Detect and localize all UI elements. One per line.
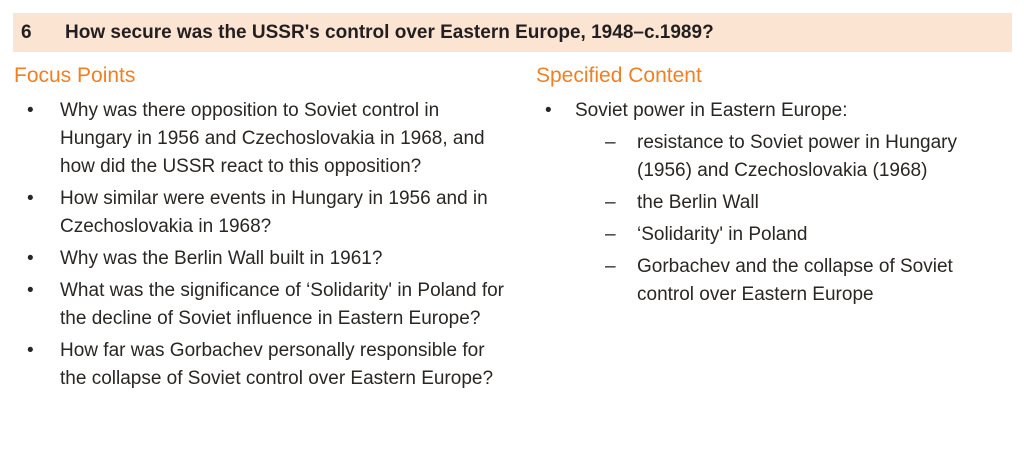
specified-content-column xyxy=(535,52,1012,397)
specified-sub-item-text: resistance to Soviet power in Hungary (1956) and Czechoslovakia (1968) xyxy=(637,132,957,181)
focus-list-item xyxy=(13,97,505,181)
bullet-icon: • xyxy=(27,100,34,121)
specified-sub-item xyxy=(535,129,1009,185)
focus-item-text: How far was Gorbachev personally responsible for the collapse of Soviet control over Eastern Europe? xyxy=(60,340,494,389)
topic-header-bar xyxy=(13,13,1012,52)
bullet-icon: • xyxy=(27,280,34,301)
dash-icon: – xyxy=(605,256,616,277)
focus-list-item xyxy=(13,277,505,333)
dash-icon: – xyxy=(605,192,616,213)
focus-list-item xyxy=(13,337,505,393)
dash-icon: – xyxy=(605,132,616,153)
dash-icon: – xyxy=(605,224,616,245)
focus-item-text: How similar were events in Hungary in 1956 and in Czechoslovakia in 1968? xyxy=(60,188,488,237)
bullet-icon: • xyxy=(545,100,552,121)
specified-sub-item-text: Gorbachev and the collapse of Soviet control over Eastern Europe xyxy=(637,256,953,305)
topic-title: How secure was the USSR's control over Eastern Europe, 1948–c.1989? xyxy=(65,21,714,43)
specified-sub-item xyxy=(535,221,1009,249)
topic-number: 6 xyxy=(21,21,32,43)
focus-list-item xyxy=(13,185,505,241)
specified-content-heading: Specified Content xyxy=(536,64,702,87)
focus-points-heading: Focus Points xyxy=(14,64,136,87)
specified-item-text: Soviet power in Eastern Europe: xyxy=(575,100,848,121)
content-columns xyxy=(13,52,1012,397)
specified-sub-item xyxy=(535,253,1009,309)
specified-sub-item xyxy=(535,189,1009,217)
focus-item-text: Why was there opposition to Soviet control in Hungary in 1956 and Czechoslovakia in 1968, and how did the USSR react to this opposition? xyxy=(60,100,485,177)
bullet-icon: • xyxy=(27,340,34,361)
focus-item-text: What was the significance of ‘Solidarity' in Poland for the decline of Soviet influence in Eastern Europe? xyxy=(60,280,505,329)
specified-sub-item-text: ‘Solidarity' in Poland xyxy=(637,224,808,245)
bullet-icon: • xyxy=(27,248,34,269)
focus-points-column xyxy=(13,52,535,397)
specified-list-item xyxy=(535,97,1012,125)
bullet-icon: • xyxy=(27,188,34,209)
specified-sub-item-text: the Berlin Wall xyxy=(637,192,759,213)
focus-item-text: Why was the Berlin Wall built in 1961? xyxy=(60,248,383,269)
focus-list-item xyxy=(13,245,505,273)
